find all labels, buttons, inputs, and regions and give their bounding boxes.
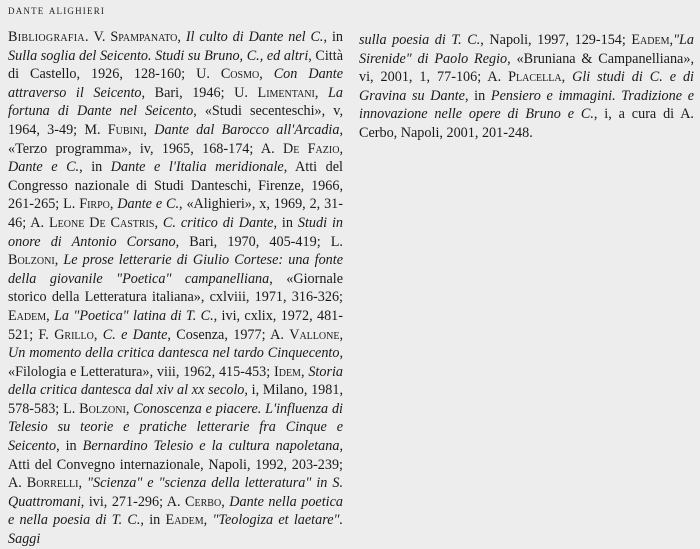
author-name: Leone De Castris [48, 214, 155, 231]
citation-text: , in [464, 87, 491, 104]
citation-text: , in [273, 214, 298, 231]
title-italic: La fortuna di Dante nel Seicento [8, 84, 343, 120]
citation-text: , «Giornale storico della Letteratura italiana», cxlviii, 1971, 316-326; [8, 270, 344, 306]
citation-text: , [314, 84, 329, 101]
title-italic: sulla poesia di T. C. [359, 32, 481, 48]
author-name: De Fazio [282, 140, 340, 157]
citation-text: , ivi, cxlix, 1972, 481-521; F. [8, 307, 344, 343]
title-italic: Le prose letterarie di Giulio Cortese: una fonte della giovanile "Poetica" campanelliana [8, 252, 343, 287]
citation-text: , i, Milano, 1981, 578-583; L. [8, 382, 343, 417]
author-name: Cosmo [220, 66, 260, 83]
citation-text: , [125, 400, 134, 417]
author-name: Placella [508, 69, 562, 86]
author-name: Vallone [289, 326, 340, 343]
title-italic: "Scienza" e "scienza della letteratura" in S. Quattromani [8, 475, 343, 510]
citation-text: , Bari, 1970, 405-419; L. [175, 233, 343, 250]
title-italic: Il culto di Dante nel C. [185, 29, 324, 45]
citation-text: , [339, 326, 344, 343]
citation-text: , [561, 69, 573, 86]
author-name: Bolzoni [8, 252, 55, 269]
citation-text: , Cosenza, 1977; A. [167, 326, 290, 343]
citation-text: , [339, 140, 343, 157]
citation-text: V. [88, 29, 111, 45]
title-italic: Studi in onore di Antonio Corsano [8, 214, 343, 250]
title-italic: Dante e C. [8, 159, 80, 176]
citation-text: , [109, 196, 118, 213]
citation-text: , «Terzo programma», iv, 1965, 168-174; A. [8, 121, 344, 157]
citation-text: , [177, 29, 186, 45]
author-name: Limentani [257, 84, 315, 101]
title-italic: Pensiero e immagini. Tradizione e innovazione nelle opere di Bruno e C. [359, 87, 694, 123]
author-name: Borrelli [26, 475, 79, 492]
citation-text: , [154, 214, 163, 231]
title-italic: C. critico di Dante [162, 214, 274, 231]
citation-text: , «Filologia e Letteratura», viii, 1962, 415-453; [8, 345, 343, 380]
citation-text: , Città di Castello, 1926, 128-160; U. [8, 47, 343, 83]
title-italic: Storia della critica dantesca dal xiv al xx secolo [8, 363, 344, 399]
bibliography-column-right [359, 31, 694, 143]
author-name: Eadem [8, 307, 47, 324]
title-italic: Un momento della critica dantesca nel tardo Cinquecento [8, 345, 340, 362]
title-italic: Dante nella poetica e nella poesia di T. C. [8, 493, 344, 529]
citation-text: , Napoli, 1997, 129-154; [480, 32, 632, 48]
citation-text: , [78, 475, 88, 492]
author-name: Firpo [79, 196, 110, 213]
author-name: Eadem [631, 32, 670, 48]
author-name: Bolzoni [79, 400, 126, 417]
citation-text: , «Bruniana & Campanelliana», vi, 2001, 1, 77-106; A. [359, 50, 694, 86]
title-italic: Gli studi di C. e di Gravina su Dante [359, 69, 694, 104]
title-italic: Con Dante attraverso il Seicento [8, 66, 344, 101]
citation-text: , [54, 252, 64, 269]
title-italic: "Teologiza et laetare". Saggi [8, 512, 344, 548]
running-head: dante alighieri [8, 3, 106, 17]
title-italic: Conoscenza e piacere. L'influenza di Telesio su teorie e pratiche letterarie fra Cinque e Seicento [8, 400, 343, 455]
bibliography-label: Bibliografia. [8, 29, 89, 45]
title-italic: C. e Dante [102, 326, 168, 343]
citation-text: , «Alighieri», x, 1969, 2, 31-46; A. [8, 196, 344, 231]
citation-text: , «Studi secenteschi», v, 1964, 3-49; M. [8, 103, 343, 138]
citation-text: , [259, 66, 274, 83]
citation-text: , [300, 363, 309, 380]
title-italic: La "Poetica" latina di T. C. [54, 307, 214, 324]
citation-text: , [221, 493, 230, 510]
citation-text: , in [79, 159, 111, 176]
citation-text: , ivi, 271-296; A. [80, 493, 186, 510]
title-italic: Dante dal Barocco all'Arcadia [154, 121, 340, 138]
title-italic: Bernardino Telesio e la cultura napoletana [82, 438, 340, 455]
author-name: Spampanato [110, 29, 178, 45]
citation-text: , [46, 307, 55, 324]
title-italic: "La Sirenide" di Paolo Regio [359, 32, 695, 67]
citation-text: , [143, 121, 155, 138]
title-italic: Dante e C. [117, 196, 180, 213]
citation-text: , [93, 326, 103, 343]
citation-text: , in [323, 29, 343, 45]
citation-text: , Bari, 1946; U. [141, 84, 258, 101]
citation-text: , in [56, 438, 83, 455]
right-column-text [359, 32, 694, 141]
author-name: Eadem [165, 512, 204, 529]
title-italic: Sulla soglia del Seicento. Studi su Bruno, C., ed altri [8, 47, 309, 64]
citation-text: , [669, 32, 674, 48]
citation-text: , Atti del Convegno internazionale, Napoli, 1992, 203-239; A. [8, 438, 343, 492]
title-italic: Dante e l'Italia meridionale [110, 159, 284, 176]
bibliography-column-left [8, 28, 343, 549]
author-name: Grillo [54, 326, 94, 343]
citation-text: , [203, 512, 213, 529]
citation-text: , in [140, 512, 166, 529]
author-name: Cerbo [185, 493, 222, 510]
author-name: Fubini [107, 121, 144, 138]
citation-text: , Atti del Congresso nazionale di Studi Danteschi, Firenze, 1966, 261-265; L. [8, 159, 343, 213]
citation-text: , i, a cura di A. Cerbo, Napoli, 2001, 201-248. [359, 106, 694, 141]
author-name: Idem [274, 363, 301, 380]
left-column-text [8, 29, 343, 547]
